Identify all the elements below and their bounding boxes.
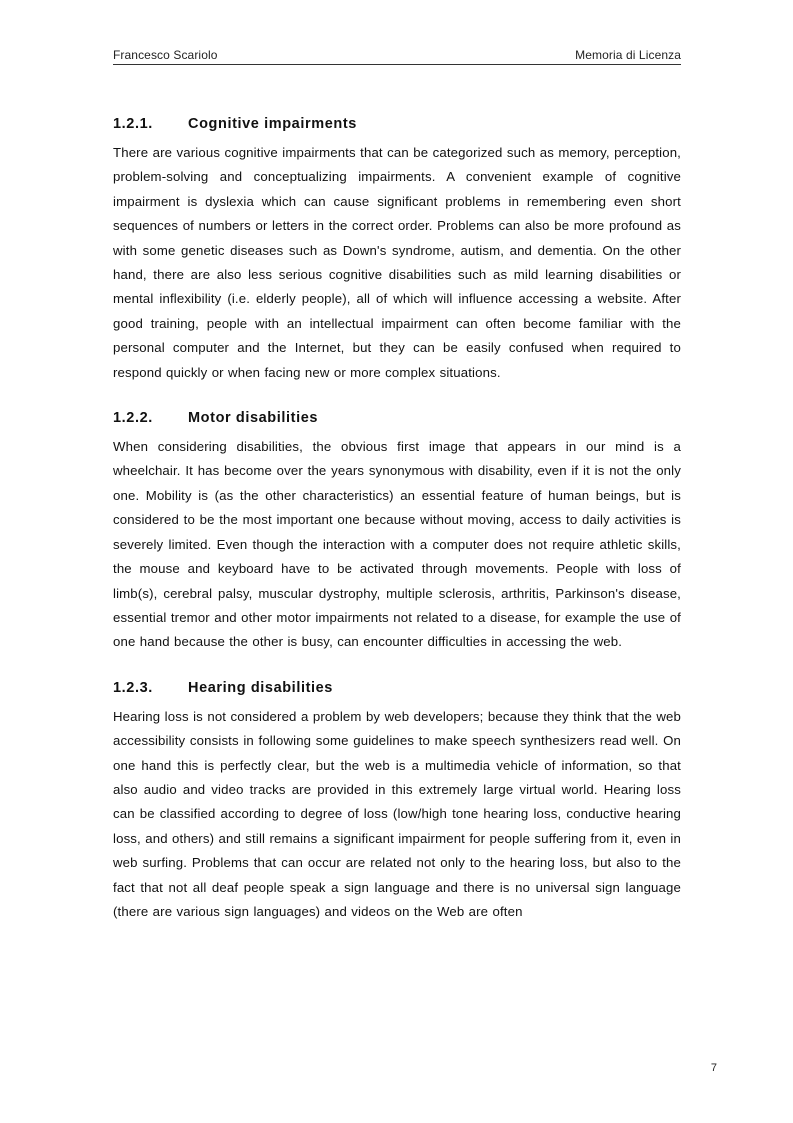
section-heading bbox=[113, 113, 681, 135]
header-document-title: Memoria di Licenza bbox=[575, 48, 681, 62]
section-paragraph: Hearing loss is not considered a problem by web developers; because they think that the web accessibility consists in following some guidelines to make speech synthesizers read well. On one hand this is perfectly clear, but the web is a multimedia vehicle of information, so that also audio and video tracks are provided in this extremely large virtual world. Hearing loss can be classified according to degree of loss (low/high tone hearing loss, conductive hearing loss, and others) and still remains a significant impairment for people suffering from it, even in web surfing. Problems that can occur are related not only to the hearing loss, but also to the fact that not all deaf people speak a sign language and there is no universal sign language (there are various sign languages) and videos on the Web are often bbox=[113, 708, 681, 919]
section-paragraph: When considering disabilities, the obvious first image that appears in our mind is a wheelchair. It has become over the years synonymous with disability, even if it is not the only one. Mobility is (as the other characteristics) an essential feature of human beings, but is considered to be the most important one because without moving, access to daily activities is severely limited. Even though the interaction with a computer does not require athletic skills, the mouse and keyboard have to be activated through movements. People with loss of limb(s), cerebral palsy, muscular dystrophy, multiple sclerosis, arthritis, Parkinson's disease, essential tremor and other motor impairments not related to a disease, for example the use of one hand because the other is busy, can encounter difficulties in accessing the web. bbox=[113, 439, 681, 650]
section-title: Motor disabilities bbox=[188, 410, 319, 427]
section-cognitive-impairments bbox=[113, 113, 681, 385]
section-heading bbox=[113, 407, 681, 429]
running-header bbox=[113, 48, 681, 65]
page-content bbox=[113, 113, 681, 924]
page-number: 7 bbox=[710, 1062, 717, 1074]
section-motor-disabilities bbox=[113, 407, 681, 655]
section-number: 1.2.2. bbox=[113, 410, 153, 427]
section-heading bbox=[113, 677, 681, 699]
section-paragraph: There are various cognitive impairments that can be categorized such as memory, perception, problem-solving and conceptualizing impairments. A convenient example of cognitive impairment is dyslexia which can cause significant problems in remembering even short sequences of numbers or letters in the correct order. Problems can also be more profound as with some genetic diseases such as Down's syndrome, autism, and dementia. On the other hand, there are also less serious cognitive disabilities such as mild learning disabilities or mental inflexibility (i.e. elderly people), all of which will influence accessing a website. After good training, people with an intellectual impairment can often become familiar with the personal computer and the Internet, but they can be easily confused when required to respond quickly or when facing new or more complex situations. bbox=[113, 145, 681, 380]
section-hearing-disabilities bbox=[113, 677, 681, 925]
header-author: Francesco Scariolo bbox=[113, 48, 218, 62]
section-title: Cognitive impairments bbox=[188, 116, 357, 132]
section-number: 1.2.1. bbox=[113, 116, 153, 132]
section-title: Hearing disabilities bbox=[188, 679, 333, 696]
section-number: 1.2.3. bbox=[113, 679, 153, 696]
